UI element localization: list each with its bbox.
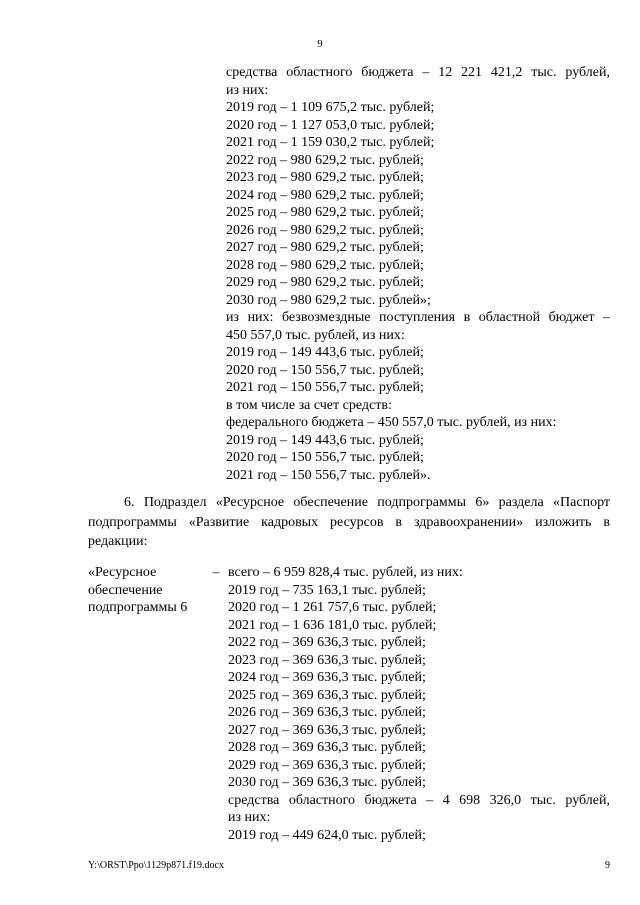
text-line: 2020 год – 150 556,7 тыс. рублей; xyxy=(226,450,424,465)
text-line: из них: xyxy=(226,82,269,98)
value-line: 2023 год – 369 636,3 тыс. рублей; xyxy=(228,652,426,668)
text-line: средства областного бюджета – 12 221 421,2 тыс. рублей, xyxy=(226,65,610,80)
text-line: 2021 год – 1 159 030,2 тыс. рублей; xyxy=(226,135,435,150)
text-line: 2022 год – 980 629,2 тыс. рублей; xyxy=(226,152,424,168)
paragraph-6 xyxy=(88,493,610,552)
text-line: 450 557,0 тыс. рублей, из них: xyxy=(226,327,405,343)
value-line: всего – 6 959 828,4 тыс. рублей, из них: xyxy=(228,565,463,580)
text-line: 2025 год – 980 629,2 тыс. рублей; xyxy=(226,205,424,220)
value-line: 2029 год – 369 636,3 тыс. рублей; xyxy=(228,757,426,773)
value-line: 2020 год – 1 261 757,6 тыс. рублей; xyxy=(228,600,437,615)
text-line: 2020 год – 1 127 053,0 тыс. рублей; xyxy=(226,117,435,133)
label-line: подпрограммы 6 xyxy=(88,600,188,615)
value-line: средства областного бюджета – 4 698 326,0 тыс. рублей, xyxy=(228,792,610,808)
text-line: 2024 год – 980 629,2 тыс. рублей; xyxy=(226,187,424,203)
passport-label xyxy=(88,564,218,617)
passport-values xyxy=(228,564,610,844)
text-line: 2027 год – 980 629,2 тыс. рублей; xyxy=(226,240,424,255)
page-number-top: 9 xyxy=(317,38,323,50)
text-line: из них: безвозмездные поступления в областной бюджет – xyxy=(226,310,610,325)
funding-block-regional xyxy=(226,64,610,484)
text-line: 2021 год – 150 556,7 тыс. рублей». xyxy=(226,467,431,483)
text-line: 2021 год – 150 556,7 тыс. рублей; xyxy=(226,380,424,395)
value-line: 2025 год – 369 636,3 тыс. рублей; xyxy=(228,687,426,703)
label-line: обеспечение xyxy=(88,582,163,598)
value-line: 2030 год – 369 636,3 тыс. рублей; xyxy=(228,775,426,790)
value-line: 2026 год – 369 636,3 тыс. рублей; xyxy=(228,705,426,720)
text-line: федерального бюджета – 450 557,0 тыс. рублей, из них: xyxy=(226,415,557,430)
footer-file-path: Y:\ORST\Ppo\1129p871.f19.docx xyxy=(88,860,224,871)
value-line: 2019 год – 449 624,0 тыс. рублей; xyxy=(228,827,426,843)
text-line: 2026 год – 980 629,2 тыс. рублей; xyxy=(226,222,424,238)
value-line: 2028 год – 369 636,3 тыс. рублей; xyxy=(228,740,426,755)
text-line: 2019 год – 1 109 675,2 тыс. рублей; xyxy=(226,100,435,115)
value-line: 2019 год – 735 163,1 тыс. рублей; xyxy=(228,582,426,598)
value-line: 2022 год – 369 636,3 тыс. рублей; xyxy=(228,635,426,650)
value-line: 2027 год – 369 636,3 тыс. рублей; xyxy=(228,722,426,738)
paragraph-6-text: 6. Подраздел «Ресурсное обеспечение подпрограммы 6» раздела «Паспорт подпрограммы «Развитие кадровых ресурсов в здравоохранении» изложить в редакции: xyxy=(88,495,610,549)
label-line: «Ресурсное xyxy=(88,565,157,580)
text-line: 2023 год – 980 629,2 тыс. рублей; xyxy=(226,170,424,185)
value-line: 2021 год – 1 636 181,0 тыс. рублей; xyxy=(228,617,437,633)
footer-page-number: 9 xyxy=(605,860,610,871)
text-line: 2029 год – 980 629,2 тыс. рублей; xyxy=(226,275,424,290)
text-line: 2019 год – 149 443,6 тыс. рублей; xyxy=(226,432,424,448)
text-line: 2019 год – 149 443,6 тыс. рублей; xyxy=(226,345,424,360)
text-line: в том числе за счет средств: xyxy=(226,397,392,413)
passport-dash: – xyxy=(212,565,220,580)
text-line: 2030 год – 980 629,2 тыс. рублей»; xyxy=(226,292,431,308)
value-line: из них: xyxy=(228,810,271,825)
text-line: 2028 год – 980 629,2 тыс. рублей; xyxy=(226,257,424,273)
value-line: 2024 год – 369 636,3 тыс. рублей; xyxy=(228,670,426,685)
text-line: 2020 год – 150 556,7 тыс. рублей; xyxy=(226,362,424,378)
